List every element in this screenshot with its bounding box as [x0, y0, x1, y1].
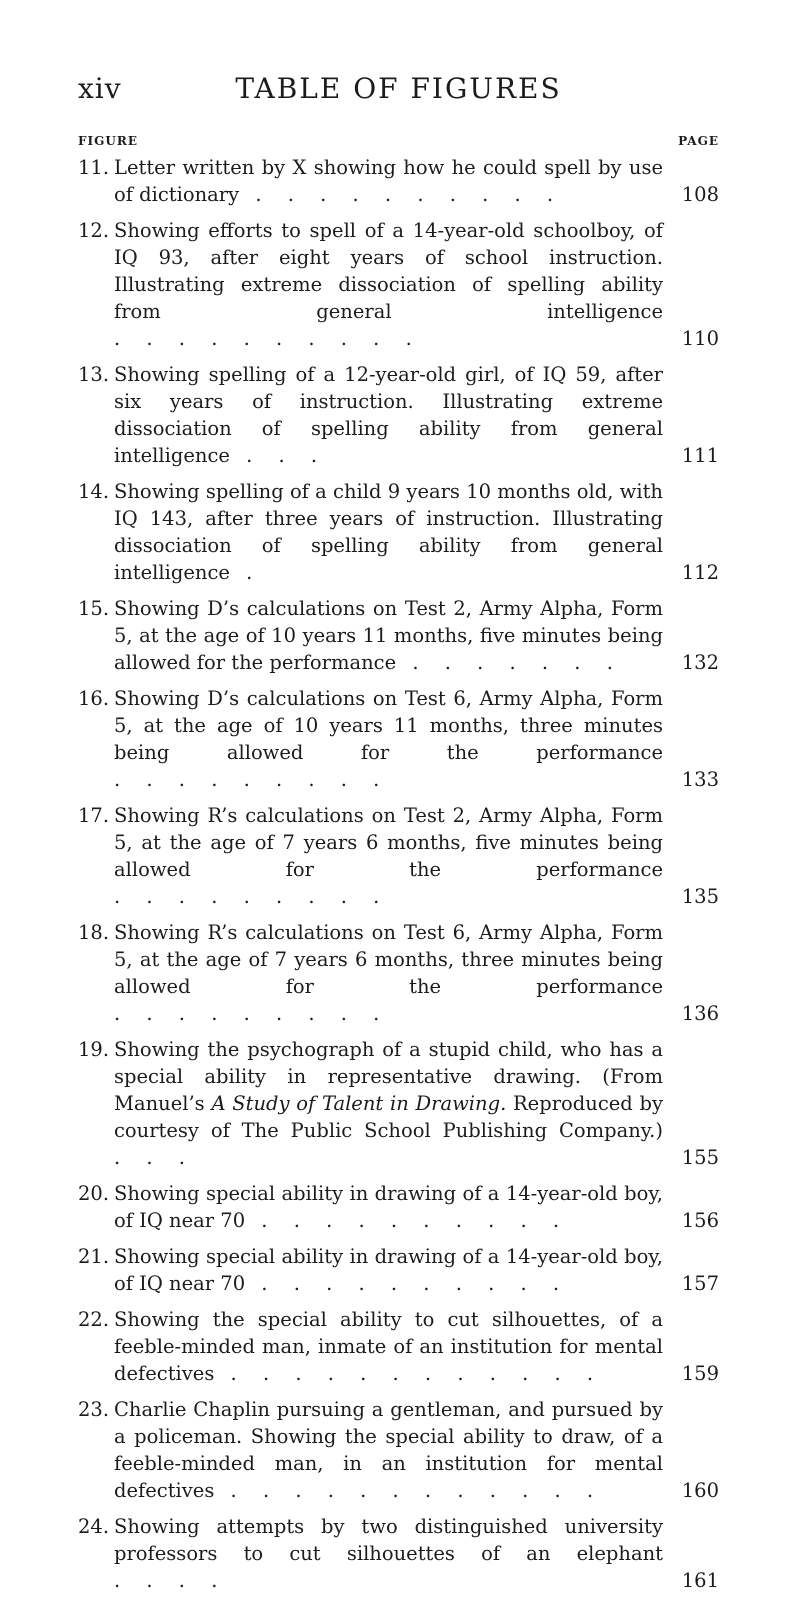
figure-number: 13. [78, 363, 110, 386]
figure-list [78, 154, 719, 1603]
figure-entry-12 [78, 217, 719, 352]
page-number: 156 [681, 1209, 719, 1232]
figure-entry-16 [78, 685, 719, 793]
figure-title: Showing attempts by two distinguished university professors to cut silhouettes of an elephant [114, 1515, 663, 1565]
page-number: 155 [681, 1146, 719, 1169]
figure-title: Showing R’s calculations on Test 6, Army Alpha, Form 5, at the age of 7 years 6 months, three minutes being allowed for the performance [114, 921, 663, 998]
column-labels [78, 134, 719, 154]
figure-number: 17. [78, 804, 110, 827]
dot-leader: . [229, 561, 263, 584]
dot-leader: . . . . . . . . . . [239, 183, 564, 206]
figure-number: 23. [78, 1398, 110, 1421]
dot-leader: . . . . . . . . . . . . [214, 1479, 604, 1502]
figure-entry-19 [78, 1036, 719, 1171]
figure-number: 18. [78, 921, 110, 944]
page-number: 111 [681, 444, 719, 467]
figure-entry-17 [78, 802, 719, 910]
page-number: 133 [681, 768, 719, 791]
figure-entry-23 [78, 1396, 719, 1504]
figure-entry-21 [78, 1243, 719, 1297]
dot-leader: . . . [114, 1146, 195, 1169]
figure-number: 11. [78, 156, 110, 179]
figure-title: Showing special ability in drawing of a 14-year-old boy, of IQ near 70 [114, 1245, 663, 1295]
figure-entry-13 [78, 361, 719, 469]
page-number: 136 [681, 1002, 719, 1025]
dot-leader: . . . . [114, 1569, 228, 1592]
figure-title-part: Reproduced by courtesy of The Public School Publishing Company.) [114, 1092, 663, 1142]
dot-leader: . . . . . . . . . [114, 885, 390, 908]
running-head [78, 72, 719, 112]
page-folio: xiv [78, 72, 122, 105]
dot-leader: . . . . . . . . . . [245, 1209, 570, 1232]
dot-leader: . . . . . . . . . . [114, 327, 422, 350]
page-number: 132 [681, 651, 719, 674]
figure-title: Showing D’s calculations on Test 6, Army Alpha, Form 5, at the age of 10 years 11 months, three minutes being allowed for the performance [114, 687, 663, 764]
figure-number: 14. [78, 480, 110, 503]
dot-leader: . . . . . . . . . . . . [214, 1362, 604, 1385]
dot-leader: . . . [229, 444, 328, 467]
figure-title: Showing R’s calculations on Test 2, Army Alpha, Form 5, at the age of 7 years 6 months, five minutes being allowed for the performance [114, 804, 663, 881]
figure-title: Showing the special ability to cut silhouettes, of a feeble-minded man, inmate of an institution for mental defectives [114, 1308, 663, 1385]
figure-number: 24. [78, 1515, 110, 1538]
dot-leader: . . . . . . . . . [114, 768, 390, 791]
page-number: 157 [681, 1272, 719, 1295]
page-number: 159 [681, 1362, 719, 1385]
figure-entry-22 [78, 1306, 719, 1387]
figure-entry-11 [78, 154, 719, 208]
figure-title: Showing efforts to spell of a 14-year-old schoolboy, of IQ 93, after eight years of school instruction. Illustrating extreme dissociation of spelling ability from general intelligence [114, 219, 663, 323]
dot-leader: . . . . . . . . . . [245, 1272, 570, 1295]
figure-title: Showing D’s calculations on Test 2, Army Alpha, Form 5, at the age of 10 years 11 months, five minutes being allowed for the performance [114, 597, 663, 674]
figure-entry-24 [78, 1513, 719, 1594]
page-number: 108 [681, 183, 719, 206]
figure-entry-15 [78, 595, 719, 676]
figure-number: 16. [78, 687, 110, 710]
figure-title: Showing spelling of a child 9 years 10 months old, with IQ 143, after three years of instruction. Illustrating dissociation of spelling ability from general intelligence [114, 480, 663, 584]
dot-leader: . . . . . . . [396, 651, 623, 674]
page-title: TABLE OF FIGURES [235, 72, 562, 105]
figure-title-part: Showing the psychograph of a stupid child, who has a special ability in representative drawing. (From Manuel’s [114, 1038, 663, 1115]
dot-leader: . . . . . . . . . [114, 1002, 390, 1025]
figure-column-label: FIGURE [78, 134, 138, 148]
figure-number: 19. [78, 1038, 110, 1061]
page-column-label: PAGE [678, 134, 719, 148]
page-number: 135 [681, 885, 719, 908]
figure-title: Letter written by X showing how he could spell by use of dictionary [114, 156, 663, 206]
book-title-italic: A Study of Talent in Drawing. [211, 1092, 507, 1115]
figure-number: 15. [78, 597, 110, 620]
figure-number: 12. [78, 219, 110, 242]
figure-number: 21. [78, 1245, 110, 1268]
figure-entry-20 [78, 1180, 719, 1234]
page-number: 160 [681, 1479, 719, 1502]
figure-title: Showing spelling of a 12-year-old girl, of IQ 59, after six years of instruction. Illustrating extreme dissociation of spelling ability from general intelligence [114, 363, 663, 467]
figure-entry-18 [78, 919, 719, 1027]
figure-title: Charlie Chaplin pursuing a gentleman, and pursued by a policeman. Showing the special ability to draw, of a feeble-minded man, in an institution for mental defectives [114, 1398, 663, 1502]
page-number: 110 [681, 327, 719, 350]
page-number: 161 [681, 1569, 719, 1592]
page-number: 112 [681, 561, 719, 584]
figure-number: 22. [78, 1308, 110, 1331]
figure-number: 20. [78, 1182, 110, 1205]
figure-title: Showing special ability in drawing of a 14-year-old boy, of IQ near 70 [114, 1182, 663, 1232]
figure-entry-14 [78, 478, 719, 586]
